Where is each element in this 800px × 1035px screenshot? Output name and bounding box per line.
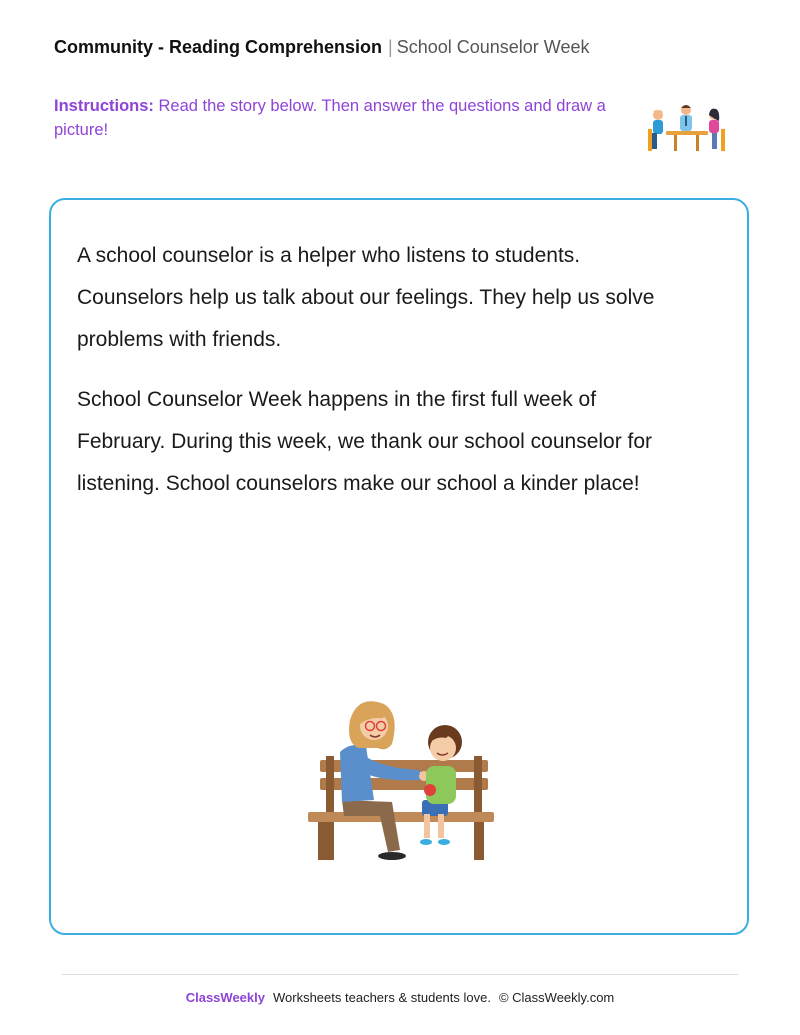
footer-divider	[62, 974, 738, 975]
story-paragraph-1: A school counselor is a helper who listens to students. Counselors help us talk about our feelings. They help us solve problems with friends.	[77, 244, 655, 351]
story-text	[77, 235, 677, 523]
footer-copyright: © ClassWeekly.com	[498, 990, 615, 1005]
worksheet-header	[54, 37, 614, 58]
story-paragraph-2: School Counselor Week happens in the first full week of February. During this week, we thank our school counselor for listening. School counselors make our school a kinder place!	[77, 388, 653, 495]
worksheet-subtitle: School Counselor Week	[396, 37, 590, 57]
worksheet-title: Community - Reading Comprehension	[54, 37, 383, 57]
instructions	[54, 94, 614, 142]
footer	[0, 990, 800, 1005]
footer-brand: ClassWeekly	[185, 990, 265, 1005]
counselor-and-child-illustration	[300, 690, 500, 865]
header-separator: |	[388, 37, 393, 57]
instructions-label: Instructions:	[54, 97, 154, 115]
footer-tagline: Worksheets teachers & students love.	[272, 990, 491, 1005]
people-at-table-icon	[644, 101, 728, 155]
instructions-text: Read the story below. Then answer the questions and draw a picture!	[54, 97, 606, 139]
